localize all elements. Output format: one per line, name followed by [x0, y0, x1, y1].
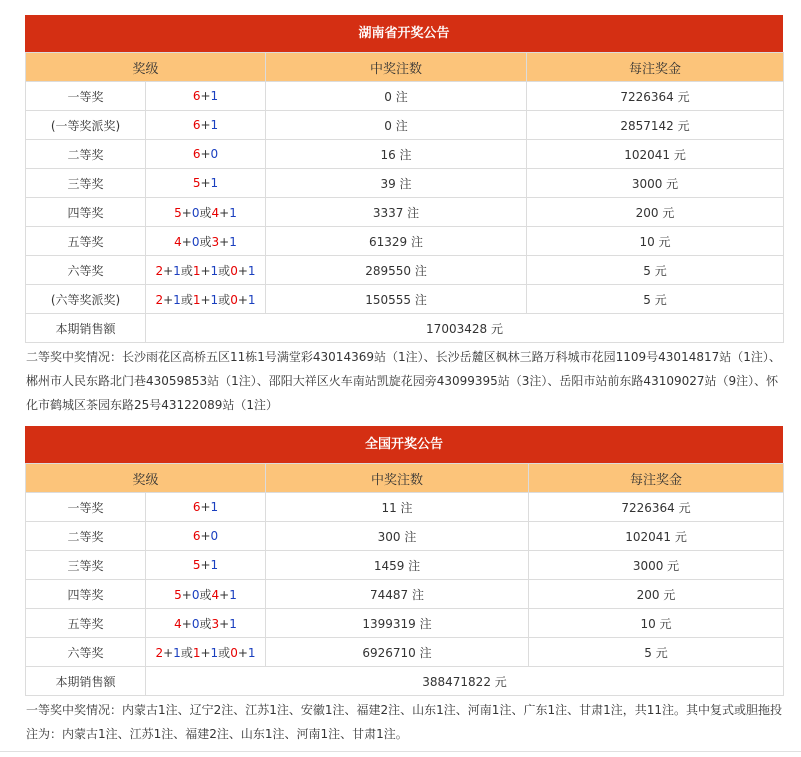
sales-value: 17003428 元 — [146, 314, 784, 343]
match-separator: + — [237, 645, 248, 660]
match-separator: 或 — [199, 205, 212, 220]
red-ball-count: 3 — [211, 234, 220, 249]
match-rule — [146, 198, 266, 227]
match-separator: 或 — [180, 645, 193, 660]
blue-ball-count: 1 — [247, 292, 256, 307]
hunan-title: 湖南省开奖公告 — [25, 15, 783, 52]
red-ball-count: 5 — [174, 205, 182, 220]
winner-count: 39 注 — [266, 169, 527, 198]
header-level: 奖级 — [26, 464, 266, 493]
prize-amount: 5 元 — [527, 285, 784, 314]
match-separator: 或 — [180, 263, 193, 278]
hunan-second-prize-note: 二等奖中奖情况：长沙雨花区高桥五区11栋1号满堂彩43014369站（1注）、长沙岳麓区枫林三路万科城市花园1109号43014817站（1注）、郴州市人民东路北门巷43059853站（1注）、邵阳大祥区火车南站凯旋花园旁43099395站（3注）、岳阳市站前东路43109027站（9注）、怀化市鹤城区茶园东路25号43122089站（1注） — [26, 350, 781, 412]
blue-ball-count: 1 — [173, 645, 181, 660]
match-separator: + — [219, 205, 230, 220]
prize-level: 五等奖 — [26, 227, 146, 256]
prize-level: 三等奖 — [26, 169, 146, 198]
red-ball-count: 0 — [230, 645, 238, 660]
match-rule — [146, 638, 266, 667]
blue-ball-count: 1 — [210, 118, 219, 132]
blue-ball-count: 0 — [210, 529, 219, 543]
match-separator: + — [181, 234, 192, 249]
header-count: 中奖注数 — [266, 464, 529, 493]
prize-amount: 7226364 元 — [529, 493, 784, 522]
sales-label: 本期销售额 — [26, 667, 146, 696]
match-separator: + — [163, 263, 174, 278]
prize-amount: 5 元 — [529, 638, 784, 667]
prize-level: 四等奖 — [26, 580, 146, 609]
match-separator: 或 — [180, 292, 193, 307]
prize-amount: 7226364 元 — [527, 82, 784, 111]
hunan-announcement — [25, 15, 783, 419]
winner-count: 74487 注 — [266, 580, 529, 609]
table-row — [26, 169, 784, 198]
winner-count: 300 注 — [266, 522, 529, 551]
match-rule — [146, 609, 266, 638]
blue-ball-count: 1 — [229, 587, 237, 602]
winner-count: 61329 注 — [266, 227, 527, 256]
table-row — [26, 551, 784, 580]
match-separator: + — [237, 292, 248, 307]
prize-level: (一等奖派奖) — [26, 111, 146, 140]
blue-ball-count: 1 — [210, 292, 219, 307]
table-row — [26, 609, 784, 638]
match-rule — [146, 580, 266, 609]
red-ball-count: 2 — [155, 645, 164, 660]
match-rule — [146, 493, 266, 522]
red-ball-count: 5 — [174, 587, 182, 602]
prize-amount: 10 元 — [527, 227, 784, 256]
red-ball-count: 2 — [155, 263, 164, 278]
match-separator: + — [200, 529, 211, 543]
prize-amount: 5 元 — [527, 256, 784, 285]
winner-count: 16 注 — [266, 140, 527, 169]
red-ball-count: 5 — [192, 176, 201, 190]
table-row — [26, 285, 784, 314]
national-title: 全国开奖公告 — [25, 426, 783, 463]
match-separator: + — [200, 500, 211, 514]
red-ball-count: 6 — [192, 500, 201, 514]
national-results-table — [25, 463, 784, 696]
prize-level: 五等奖 — [26, 609, 146, 638]
prize-amount: 200 元 — [529, 580, 784, 609]
prize-level: 一等奖 — [26, 82, 146, 111]
header-level: 奖级 — [26, 53, 266, 82]
prize-level: 六等奖 — [26, 638, 146, 667]
red-ball-count: 6 — [192, 89, 201, 103]
blue-ball-count: 1 — [247, 645, 256, 660]
hunan-header-row — [26, 53, 784, 82]
red-ball-count: 6 — [192, 147, 201, 161]
match-separator: 或 — [199, 234, 212, 249]
match-separator: + — [181, 205, 192, 220]
winner-count: 150555 注 — [266, 285, 527, 314]
sales-value: 388471822 元 — [146, 667, 784, 696]
red-ball-count: 0 — [230, 263, 238, 278]
match-separator: + — [200, 176, 211, 190]
match-separator: 或 — [199, 616, 212, 631]
prize-amount: 3000 元 — [527, 169, 784, 198]
red-ball-count: 4 — [174, 616, 182, 631]
prize-level: 六等奖 — [26, 256, 146, 285]
national-first-prize-note: 一等奖中奖情况：内蒙古1注、辽宁2注、江苏1注、安徽1注、福建2注、山东1注、河南1注、广东1注、甘肃1注，共11注。其中复式或胆拖投注为：内蒙古1注、江苏1注、福建2注、山东1注、河南1注、甘肃1注。 — [26, 703, 782, 741]
blue-ball-count: 1 — [210, 645, 219, 660]
match-rule — [146, 551, 266, 580]
table-row — [26, 638, 784, 667]
blue-ball-count: 0 — [191, 587, 200, 602]
match-separator: + — [200, 263, 211, 278]
red-ball-count: 3 — [211, 616, 220, 631]
prize-amount: 10 元 — [529, 609, 784, 638]
red-ball-count: 5 — [192, 558, 201, 572]
sales-row — [26, 667, 784, 696]
prize-level: 二等奖 — [26, 140, 146, 169]
national-header-row — [26, 464, 784, 493]
table-row — [26, 227, 784, 256]
match-separator: + — [219, 234, 230, 249]
blue-ball-count: 1 — [210, 263, 219, 278]
match-rule — [146, 82, 266, 111]
winner-count: 11 注 — [266, 493, 529, 522]
blue-ball-count: 1 — [210, 558, 219, 572]
blue-ball-count: 1 — [247, 263, 256, 278]
match-separator: 或 — [218, 645, 231, 660]
winner-count: 0 注 — [266, 82, 527, 111]
match-rule — [146, 256, 266, 285]
match-separator: + — [163, 292, 174, 307]
match-rule — [146, 285, 266, 314]
table-row — [26, 580, 784, 609]
table-row — [26, 198, 784, 227]
red-ball-count: 6 — [192, 529, 201, 543]
match-separator: 或 — [199, 587, 212, 602]
match-separator: + — [200, 558, 211, 572]
blue-ball-count: 1 — [229, 205, 237, 220]
prize-level: 三等奖 — [26, 551, 146, 580]
red-ball-count: 1 — [192, 645, 201, 660]
prize-level: 四等奖 — [26, 198, 146, 227]
winner-count: 6926710 注 — [266, 638, 529, 667]
table-row — [26, 493, 784, 522]
winner-count: 0 注 — [266, 111, 527, 140]
blue-ball-count: 1 — [210, 176, 219, 190]
blue-ball-count: 1 — [229, 234, 237, 249]
prize-level: 二等奖 — [26, 522, 146, 551]
blue-ball-count: 0 — [191, 616, 200, 631]
prize-level: 一等奖 — [26, 493, 146, 522]
red-ball-count: 0 — [230, 292, 238, 307]
header-prize: 每注奖金 — [527, 53, 784, 82]
match-separator: + — [200, 645, 211, 660]
match-separator: 或 — [218, 292, 231, 307]
match-separator: + — [219, 616, 230, 631]
blue-ball-count: 0 — [210, 147, 219, 161]
winner-count: 289550 注 — [266, 256, 527, 285]
match-separator: + — [163, 645, 174, 660]
national-announcement — [25, 426, 783, 748]
blue-ball-count: 1 — [173, 292, 181, 307]
red-ball-count: 2 — [155, 292, 164, 307]
match-separator: + — [181, 587, 192, 602]
match-separator: 或 — [218, 263, 231, 278]
prize-amount: 102041 元 — [529, 522, 784, 551]
sales-label: 本期销售额 — [26, 314, 146, 343]
blue-ball-count: 1 — [229, 616, 237, 631]
red-ball-count: 1 — [192, 292, 201, 307]
hunan-results-table — [25, 52, 784, 343]
prize-level: (六等奖派奖) — [26, 285, 146, 314]
match-separator: + — [219, 587, 230, 602]
blue-ball-count: 0 — [191, 205, 200, 220]
blue-ball-count: 1 — [173, 263, 181, 278]
prize-amount: 102041 元 — [527, 140, 784, 169]
match-rule — [146, 111, 266, 140]
match-rule — [146, 140, 266, 169]
winner-count: 1459 注 — [266, 551, 529, 580]
match-separator: + — [237, 263, 248, 278]
blue-ball-count: 0 — [191, 234, 200, 249]
prize-amount: 200 元 — [527, 198, 784, 227]
match-separator: + — [181, 616, 192, 631]
match-separator: + — [200, 292, 211, 307]
table-row — [26, 111, 784, 140]
sales-row — [26, 314, 784, 343]
red-ball-count: 4 — [211, 587, 220, 602]
header-prize: 每注奖金 — [529, 464, 784, 493]
bottom-divider — [0, 751, 801, 752]
table-row — [26, 82, 784, 111]
match-separator: + — [200, 118, 211, 132]
match-separator: + — [200, 147, 211, 161]
winner-count: 3337 注 — [266, 198, 527, 227]
match-rule — [146, 522, 266, 551]
red-ball-count: 1 — [192, 263, 201, 278]
blue-ball-count: 1 — [210, 500, 219, 514]
blue-ball-count: 1 — [210, 89, 219, 103]
table-row — [26, 256, 784, 285]
table-row — [26, 522, 784, 551]
prize-amount: 3000 元 — [529, 551, 784, 580]
red-ball-count: 4 — [174, 234, 182, 249]
prize-amount: 2857142 元 — [527, 111, 784, 140]
match-rule — [146, 169, 266, 198]
red-ball-count: 6 — [192, 118, 201, 132]
winner-count: 1399319 注 — [266, 609, 529, 638]
header-count: 中奖注数 — [266, 53, 527, 82]
table-row — [26, 140, 784, 169]
red-ball-count: 4 — [211, 205, 220, 220]
match-separator: + — [200, 89, 211, 103]
match-rule — [146, 227, 266, 256]
